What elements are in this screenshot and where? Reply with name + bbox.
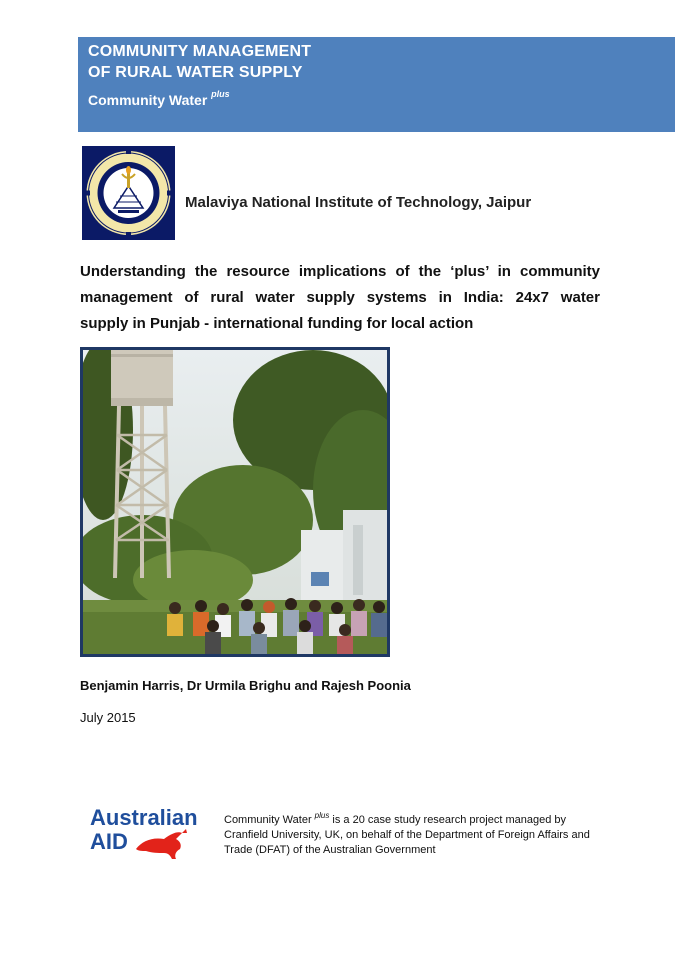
report-title-line: management of rural water supply systems in India: 24x7 water [80,289,600,306]
logo-word-australian: Australian [90,805,198,830]
report-title-line: supply in Punjab - international funding for local action [80,315,474,332]
report-title [80,259,600,337]
authors: Benjamin Harris, Dr Urmila Brighu and Rajesh Poonia [80,678,411,693]
logo-word-aid: AID [90,829,128,854]
australian-aid-logo [90,803,212,861]
institution-name: Malaviya National Institute of Technology, Jaipur [185,194,532,211]
footer-brand: Community Water [224,814,312,826]
cover-photo [80,347,390,657]
header-banner [78,37,675,132]
banner-subtitle [88,89,230,108]
publication-date: July 2015 [80,710,136,725]
report-title-line: Understanding the resource implications of the ‘plus’ in community [80,263,600,280]
mnit-seal-icon [82,146,175,240]
banner-subtitle-sup: plus [211,89,230,99]
banner-title-line2: OF RURAL WATER SUPPLY [88,64,303,81]
banner-subtitle-text: Community Water [88,92,208,108]
banner-title-line1: COMMUNITY MANAGEMENT [88,43,312,60]
footer-body: is a 20 case study research project managed by Cranfield University, UK, on behalf of the Department of Foreign Affairs and Trade (DFAT) of the Australian Government [224,814,590,856]
footer-brand-sup: plus [314,811,330,820]
footer-description [224,808,604,858]
water-tower-meeting-photo-icon [83,350,387,654]
kangaroo-icon [136,829,187,859]
